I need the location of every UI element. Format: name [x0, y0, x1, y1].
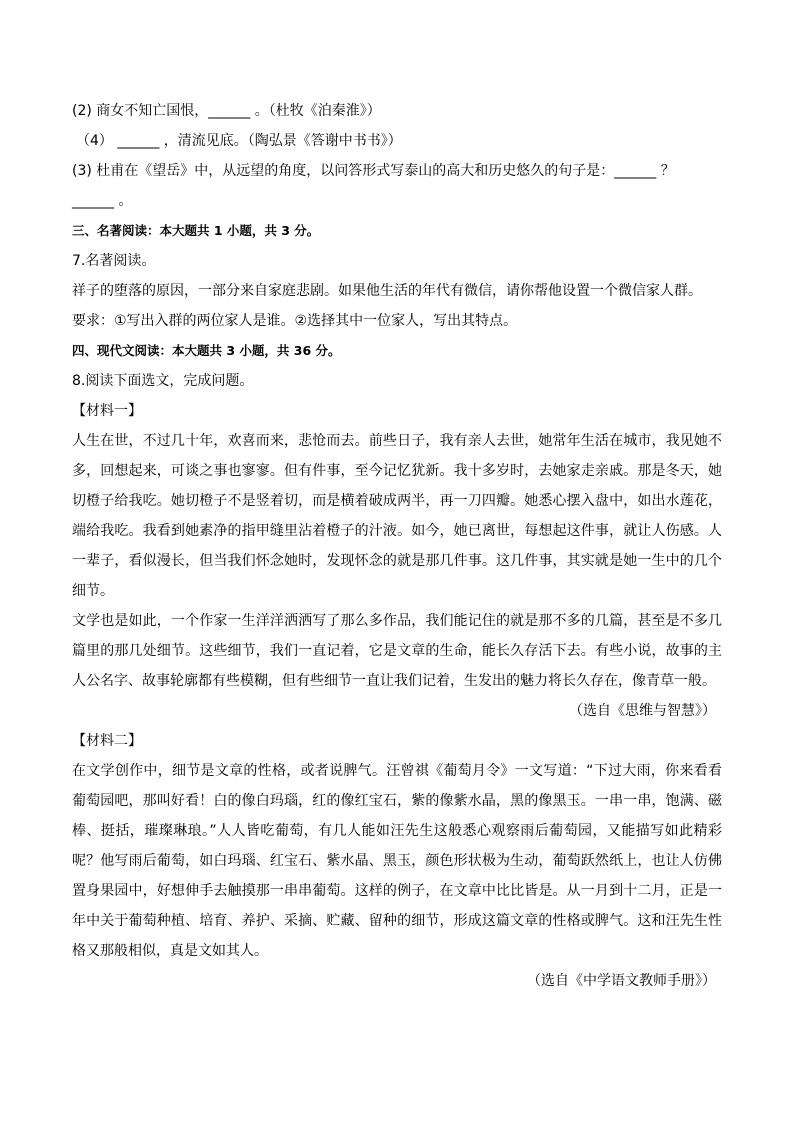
material-2-paragraph-1: 在文学创作中，细节是文章的性格，或者说脾气。汪曾祺《葡萄月令》一文写道：“下过大雨，你来看看葡萄园吧，那叫好看！白的像白玛瑙，红的像红宝石，紫的像紫水晶，黑的像黑玉。一串一串，饱满、磁棒、挺括，璀璨琳琅。”人人皆吃葡萄，有几人能如汪先生这般悉心观察雨后葡萄园，又能描写如此精彩呢？他写雨后葡萄，如白玛瑙、红宝石、紫水晶、黑玉，颜色形状极为生动，葡萄跃然纸上，也让人仿佛置身果园中，好想伸手去触摸那一串串葡萄。这样的例子，在文章中比比皆是。从一月到十二月，正是一年中关于葡萄种植、培育、养护、采摘、贮藏、留种的细节，形成这篇文章的性格或脾气。这和汪先生性格又那般相似，真是文如其人。	[72, 763, 722, 959]
question-8: 8.阅读下面选文，完成问题。	[72, 373, 254, 389]
material-2-source: （选自《中学语文教师手册》）	[527, 973, 716, 989]
material-2-title: 【材料二】	[72, 733, 142, 749]
material-1-paragraph-2: 文学也是如此，一个作家一生洋洋洒洒写了那么多作品，我们能记住的就是那不多的几篇，甚至是不多几篇里的那几处细节。这些细节，我们一直记着，它是文章的生命，能长久存活下去。有些小说，故事的主人公名字、故事轮廓都有些模糊，但有些细节一直让我们记着，生发出的魅力将长久存在，像青草一般。	[72, 613, 722, 689]
question-line-3: (3) 杜甫在《望岳》中，从远望的角度，以问答形式写泰山的高大和历史悠久的句子是：______ ？	[72, 163, 675, 179]
question-line-3-continued: ______ 。	[72, 193, 133, 209]
section-4-heading: 四、现代文阅读：本大题共 3 小题，共 36 分。	[72, 343, 341, 358]
question-7-prompt: 祥子的堕落的原因，一部分来自家庭悲剧。如果他生活的年代有微信，请你帮他设置一个微信家人群。	[72, 283, 702, 299]
material-1-source: （选自《思维与智慧》）	[569, 703, 716, 719]
question-line-2: (2) 商女不知亡国恨，______ 。（杜牧《泊秦淮》）	[72, 103, 381, 119]
question-7: 7.名著阅读。	[72, 253, 156, 269]
material-1-title: 【材料一】	[72, 403, 142, 419]
material-1-paragraph-1: 人生在世，不过几十年，欢喜而来，悲怆而去。前些日子，我有亲人去世，她常年生活在城市，我见她不多，回想起来，可谈之事也寥寥。但有件事，至今记忆犹新。我十多岁时，去她家走亲戚。那是冬天，她切橙子给我吃。她切橙子不是竖着切，而是横着破成两半，再一刀四瓣。她悉心摆入盘中，如出水莲花，端给我吃。我看到她素净的指甲缝里沾着橙子的汁液。如今，她已离世，每想起这件事，就让人伤感。人一辈子，看似漫长，但当我们怀念她时，发现怀念的就是那几件事。这几件事，其实就是她一生中的几个细节。	[72, 433, 722, 599]
question-line-4: （4） ______ ，清流见底。（陶弘景《答谢中书书》）	[76, 133, 402, 149]
question-7-requirement: 要求：①写出入群的两位家人是谁。②选择其中一位家人，写出其特点。	[72, 313, 518, 329]
section-3-heading: 三、名著阅读：本大题共 1 小题，共 3 分。	[72, 223, 320, 238]
document-page	[72, 96, 722, 996]
